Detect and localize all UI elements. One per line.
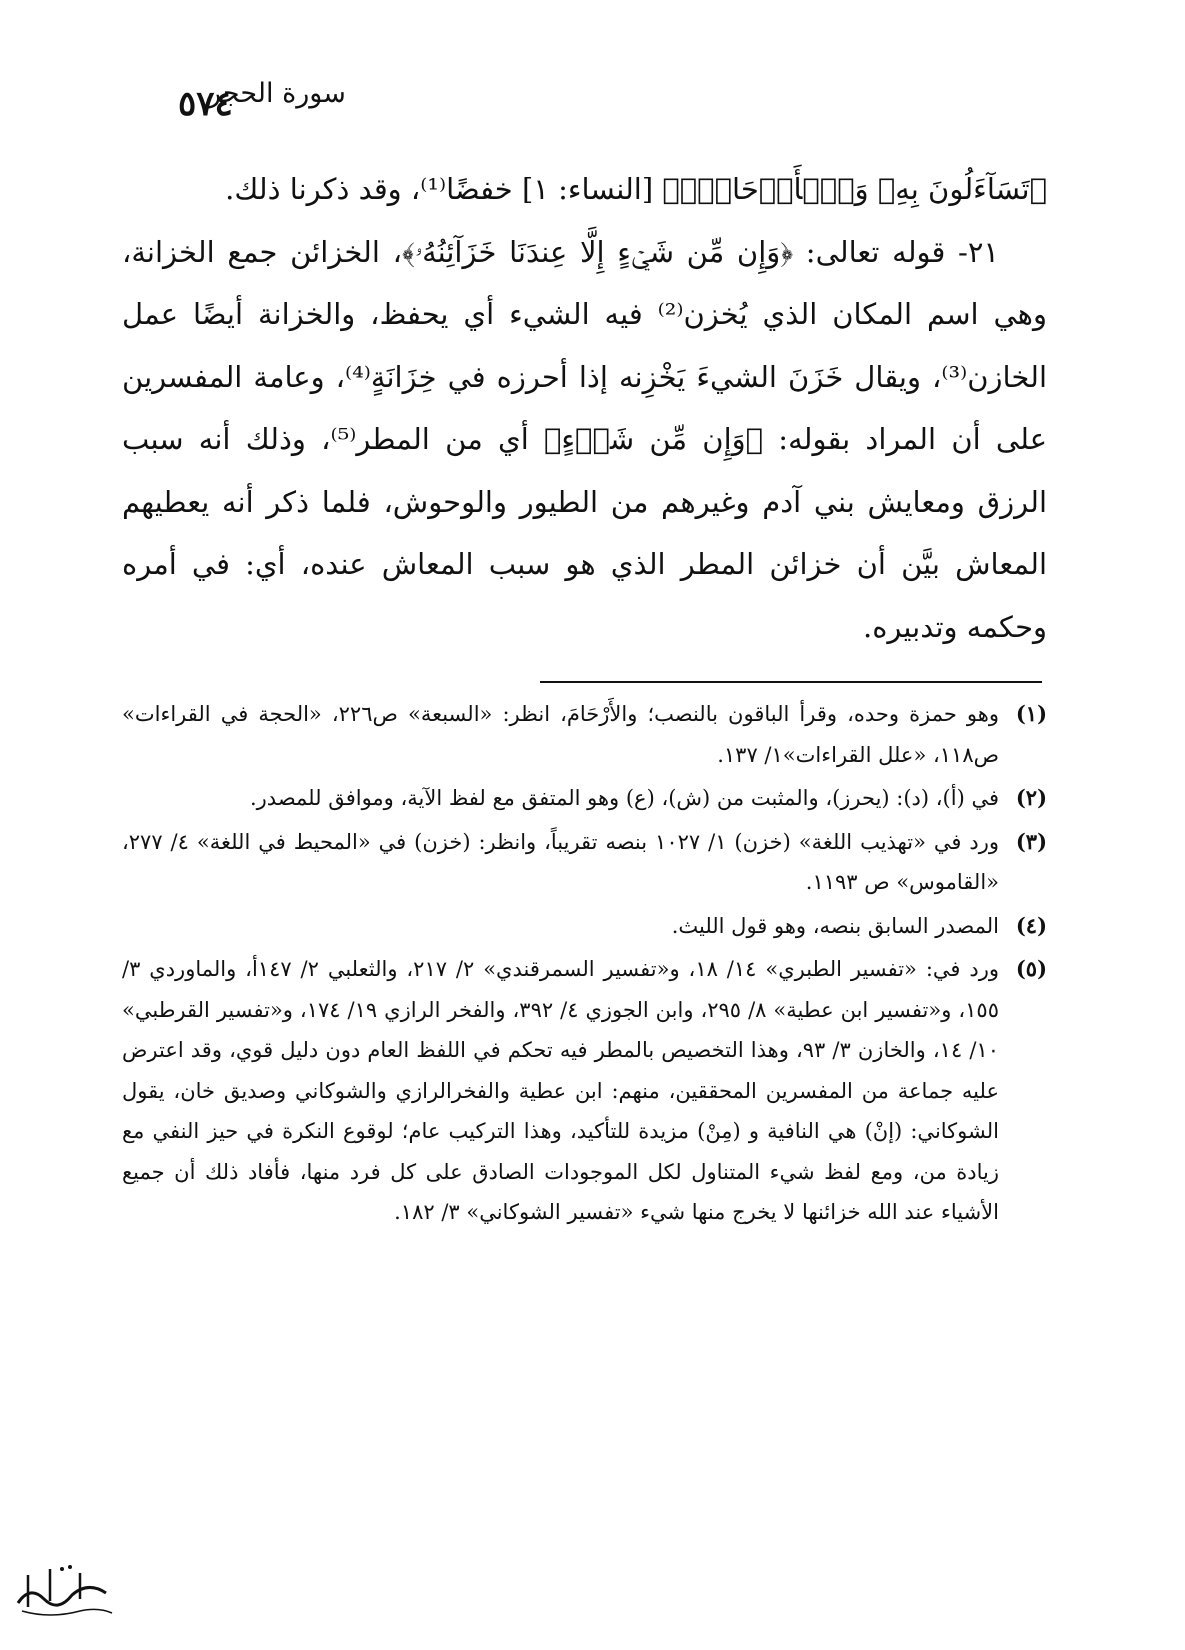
library-logo-stamp <box>10 1555 120 1625</box>
ayah-quote: ﴿وَإِن مِّن شَيۡءٍ إِلَّا عِندَنَا خَزَآئِنُهُۥ﴾ <box>401 234 794 269</box>
page-number: ٥٧٤ <box>178 84 233 124</box>
paragraph-2-text: ، الخزائن جمع الخزانة، وهي اسم المكان الذي يُخزن⁽²⁾ فيه الشيء أي يحفظ، والخزانة أيضًا عمل الخازن⁽³⁾، ويقال خَزَنَ الشيءَ يَخْزِنه إذا أحرزه في خِزَانَةٍ⁽⁴⁾، وعامة المفسرين على أن المراد بقوله: <box>122 234 1048 456</box>
footnote <box>122 778 1047 819</box>
footnote-number: (٢) <box>1015 785 1047 810</box>
ayah-quote: ﴿تَسَآءَلُونَ بِهِۦ وَٱلۡأَرۡحَامَۚ﴾ <box>662 172 1047 206</box>
footnote <box>122 822 1047 903</box>
paragraph-2-text: أي من المطر⁽⁵⁾، وذلك أنه سبب الرزق ومعايش بني آدم وغيرهم من الطيور والوحوش، فلما ذكر أنه يعطيهم المعاش بيَّن أن خزائن المطر الذي هو سبب المعاش عنده، أي: في أمره وحكمه وتدبيره. <box>122 422 1047 644</box>
footnote-text: المصدر السابق بنصه، وهو قول الليث. <box>671 913 999 938</box>
paragraph-2 <box>122 221 1047 659</box>
footnote <box>122 906 1047 947</box>
footnote-number: (٤) <box>1015 912 1047 938</box>
footnote-text: ورد في: «تفسير الطبري» ١٤/ ١٨، و«تفسير السمرقندي» ٢/ ٢١٧، والثعلبي ٢/ ١٤٧أ، والماوردي ٣/ ١٥٥، و«تفسير ابن عطية» ٨/ ٢٩٥، وابن الجوزي ٤/ ٣٩٢، والفخر الرازي ١٩/ ١٧٤، و«تفسير القرطبي» ١٠/ ١٤، والخازن ٣/ ٩٣، وهذا التخصيص بالمطر فيه تحكم في اللفظ العام دون دليل قوي، وقد اعترض عليه جماعة من المفسرين المحققين، منهم: ابن عطية والفخرالرازي والشوكاني وصديق خان، يقول الشوكاني: (إنْ) هي النافية و (مِنْ) مزيدة للتأكيد، وهذا التركيب عام؛ لوقوع النكرة في حيز النفي مع زيادة من، ومع لفظ شيء المتناول لكل الموجودات الصادق على كل فرد منها، فأفاد ذلك أن جميع الأشياء عند الله خزائنها لا يخرج منها شيء «تفسير الشوكاني» ٣/ ١٨٢. <box>122 957 999 1224</box>
footnote-number: (٥) <box>1015 956 1047 981</box>
ayah-quote: ﴿وَإِن مِّن شَيۡءٍ﴾ <box>544 422 764 456</box>
footnote <box>122 694 1047 775</box>
surah-title: سورة الحجر <box>208 78 346 109</box>
footnote-number: (٣) <box>1015 828 1047 854</box>
footnote-text: وهو حمزة وحده، وقرأ الباقون بالنصب؛ والأَرْحَامَ، انظر: «السبعة» ص٢٢٦، «الحجة في القراءات» ص١١٨، «علل القراءات»١/ ١٣٧. <box>122 702 999 767</box>
footnote-text: ورد في «تهذيب اللغة» (خزن) ١/ ١٠٢٧ بنصه تقريباً، وانظر: (خزن) في «المحيط في اللغة» ٤/ ٢٧٧، «القاموس» ص ١١٩٣. <box>122 829 999 894</box>
paragraph-1-text: [النساء: ١] خفضًا⁽¹⁾، وقد ذكرنا ذلك. <box>225 172 663 206</box>
footnote <box>122 949 1047 1233</box>
footnote-divider <box>540 681 1042 683</box>
main-text <box>122 158 1047 658</box>
verse-heading: ٢١- قوله تعالى: <box>793 234 1000 269</box>
footnote-number: (١) <box>1015 701 1047 726</box>
paragraph-1 <box>122 158 1047 221</box>
footnotes <box>122 694 1047 1236</box>
footnote-text: في (أ)، (د): (يحرز)، والمثبت من (ش)، (ع) وهو المتفق مع لفظ الآية، وموافق للمصدر. <box>249 786 999 810</box>
